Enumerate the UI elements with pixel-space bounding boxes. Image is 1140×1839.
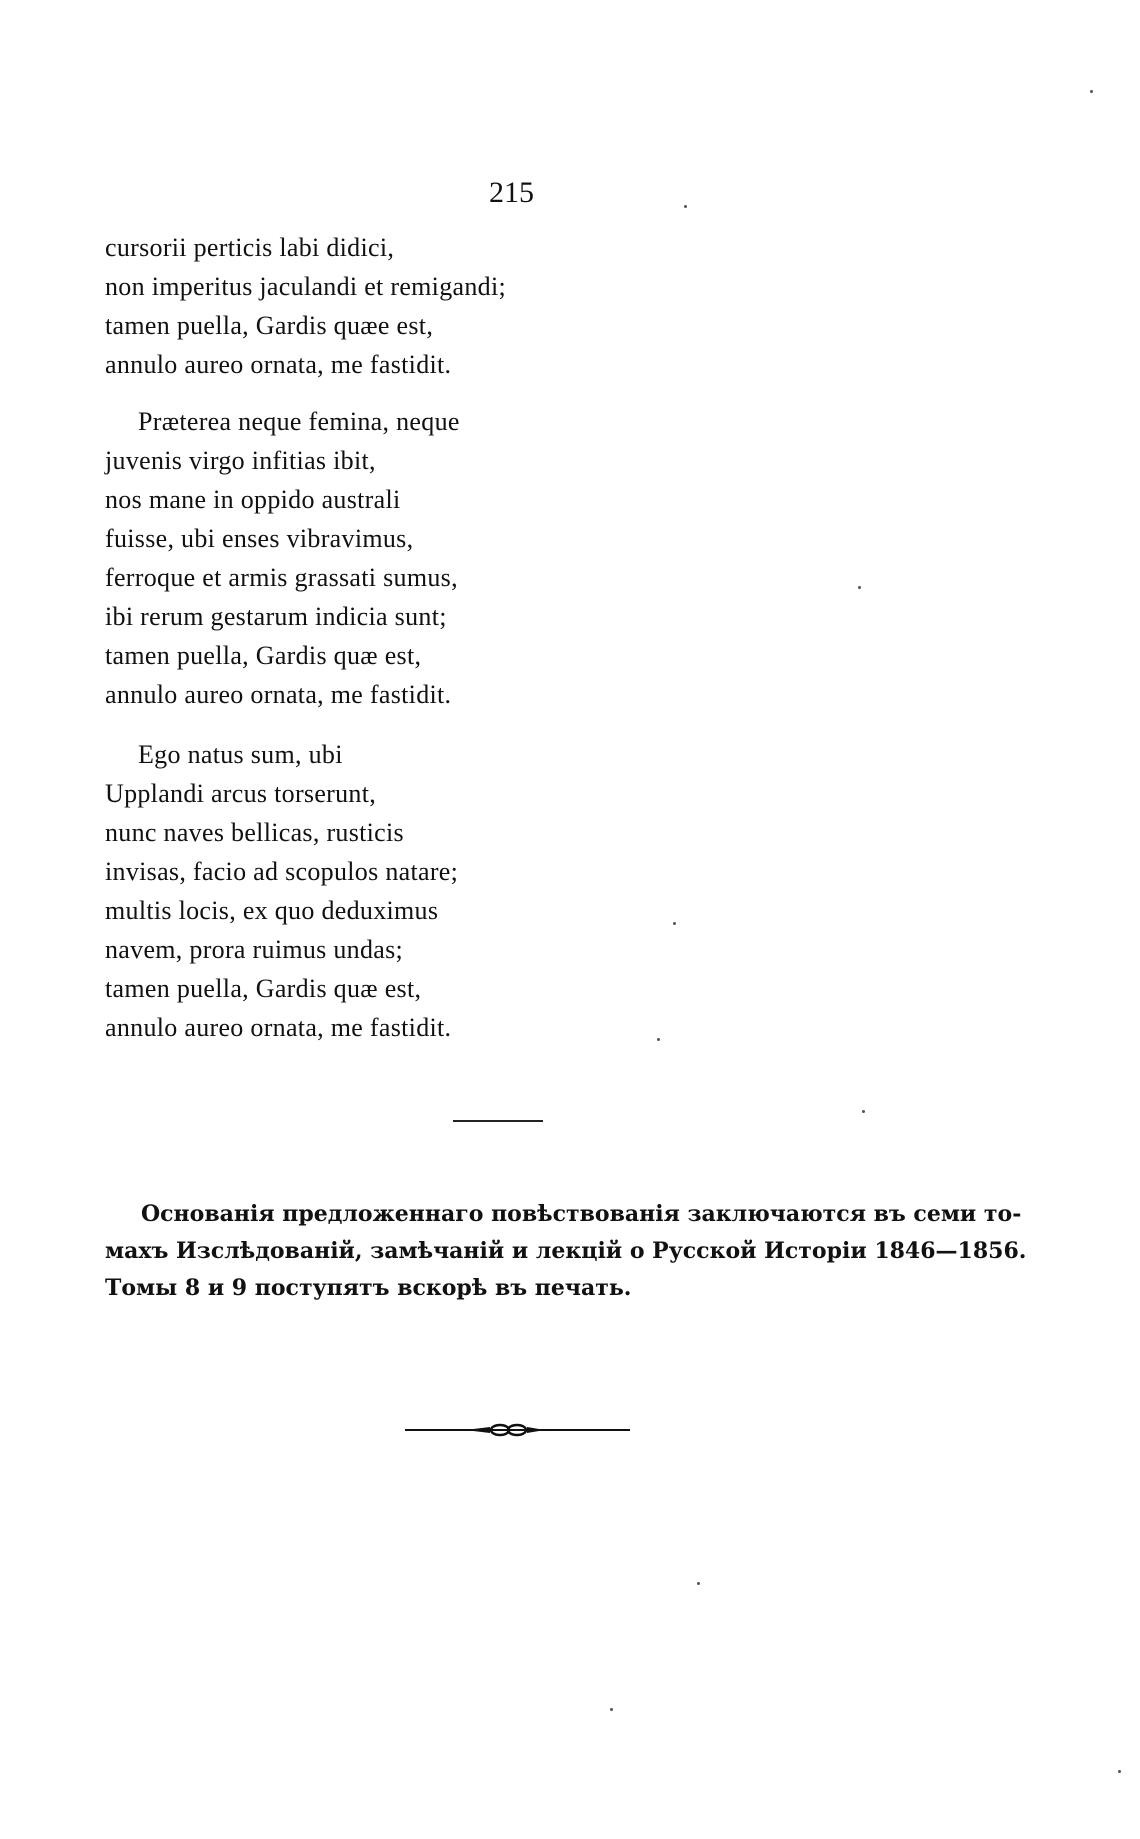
print-speck <box>697 1582 700 1585</box>
print-speck <box>1118 1770 1121 1773</box>
poem-stanza-3 <box>105 735 458 1047</box>
poem-line: fuisse, ubi enses vibravimus, <box>105 524 414 553</box>
poem-line: Ego natus sum, ubi <box>138 740 343 769</box>
poem-line: nunc naves bellicas, rusticis <box>105 818 404 847</box>
poem-line: annulo aureo ornata, me fastidit. <box>105 1013 452 1042</box>
poem-line: tamen puella, Gardis quæ est, <box>105 641 422 670</box>
poem-line: multis locis, ex quo deduximus <box>105 896 439 925</box>
print-speck <box>858 586 861 589</box>
poem-line: ferroque et armis grassati sumus, <box>105 563 458 592</box>
poem-line: juvenis virgo infitias ibit, <box>105 446 376 475</box>
poem-stanza-2 <box>105 402 460 714</box>
poem-line: nos mane in oppido australi <box>105 485 401 514</box>
poem-line: tamen puella, Gardis quæe est, <box>105 311 434 340</box>
print-speck <box>1090 90 1093 93</box>
poem-line: annulo aureo ornata, me fastidit. <box>105 680 452 709</box>
footnote-line: Основанія предложеннаго повѣствованія заключаются въ семи то- <box>141 1201 1022 1227</box>
page-number: 215 <box>489 176 534 209</box>
print-speck <box>684 205 687 208</box>
poem-line: ibi rerum gestarum indicia sunt; <box>105 602 447 631</box>
section-divider <box>453 1120 543 1122</box>
poem-line: Upplandi arcus torserunt, <box>105 779 377 808</box>
poem-line: Præterea neque femina, neque <box>138 407 460 436</box>
poem-line: cursorii perticis labi didici, <box>105 233 395 262</box>
print-speck <box>673 922 676 925</box>
poem-line: invisas, facio ad scopulos natare; <box>105 857 459 886</box>
footnote <box>105 1196 1027 1307</box>
poem-line: tamen puella, Gardis quæ est, <box>105 974 422 1003</box>
poem-line: annulo aureo ornata, me fastidit. <box>105 350 452 379</box>
ornament-divider <box>405 1422 630 1438</box>
print-speck <box>657 1038 660 1041</box>
poem-line: non imperitus jaculandi et remigandi; <box>105 272 506 301</box>
footnote-line: махъ Изслѣдованій, замѣчаній и лекцій о Русской Исторіи 1846—1856. <box>105 1238 1027 1264</box>
poem-line: navem, prora ruimus undas; <box>105 935 404 964</box>
print-speck <box>610 1708 613 1711</box>
footnote-line: Томы 8 и 9 поступятъ вскорѣ въ печать. <box>105 1275 632 1301</box>
print-speck <box>862 1110 865 1113</box>
poem-stanza-1 <box>105 228 506 384</box>
